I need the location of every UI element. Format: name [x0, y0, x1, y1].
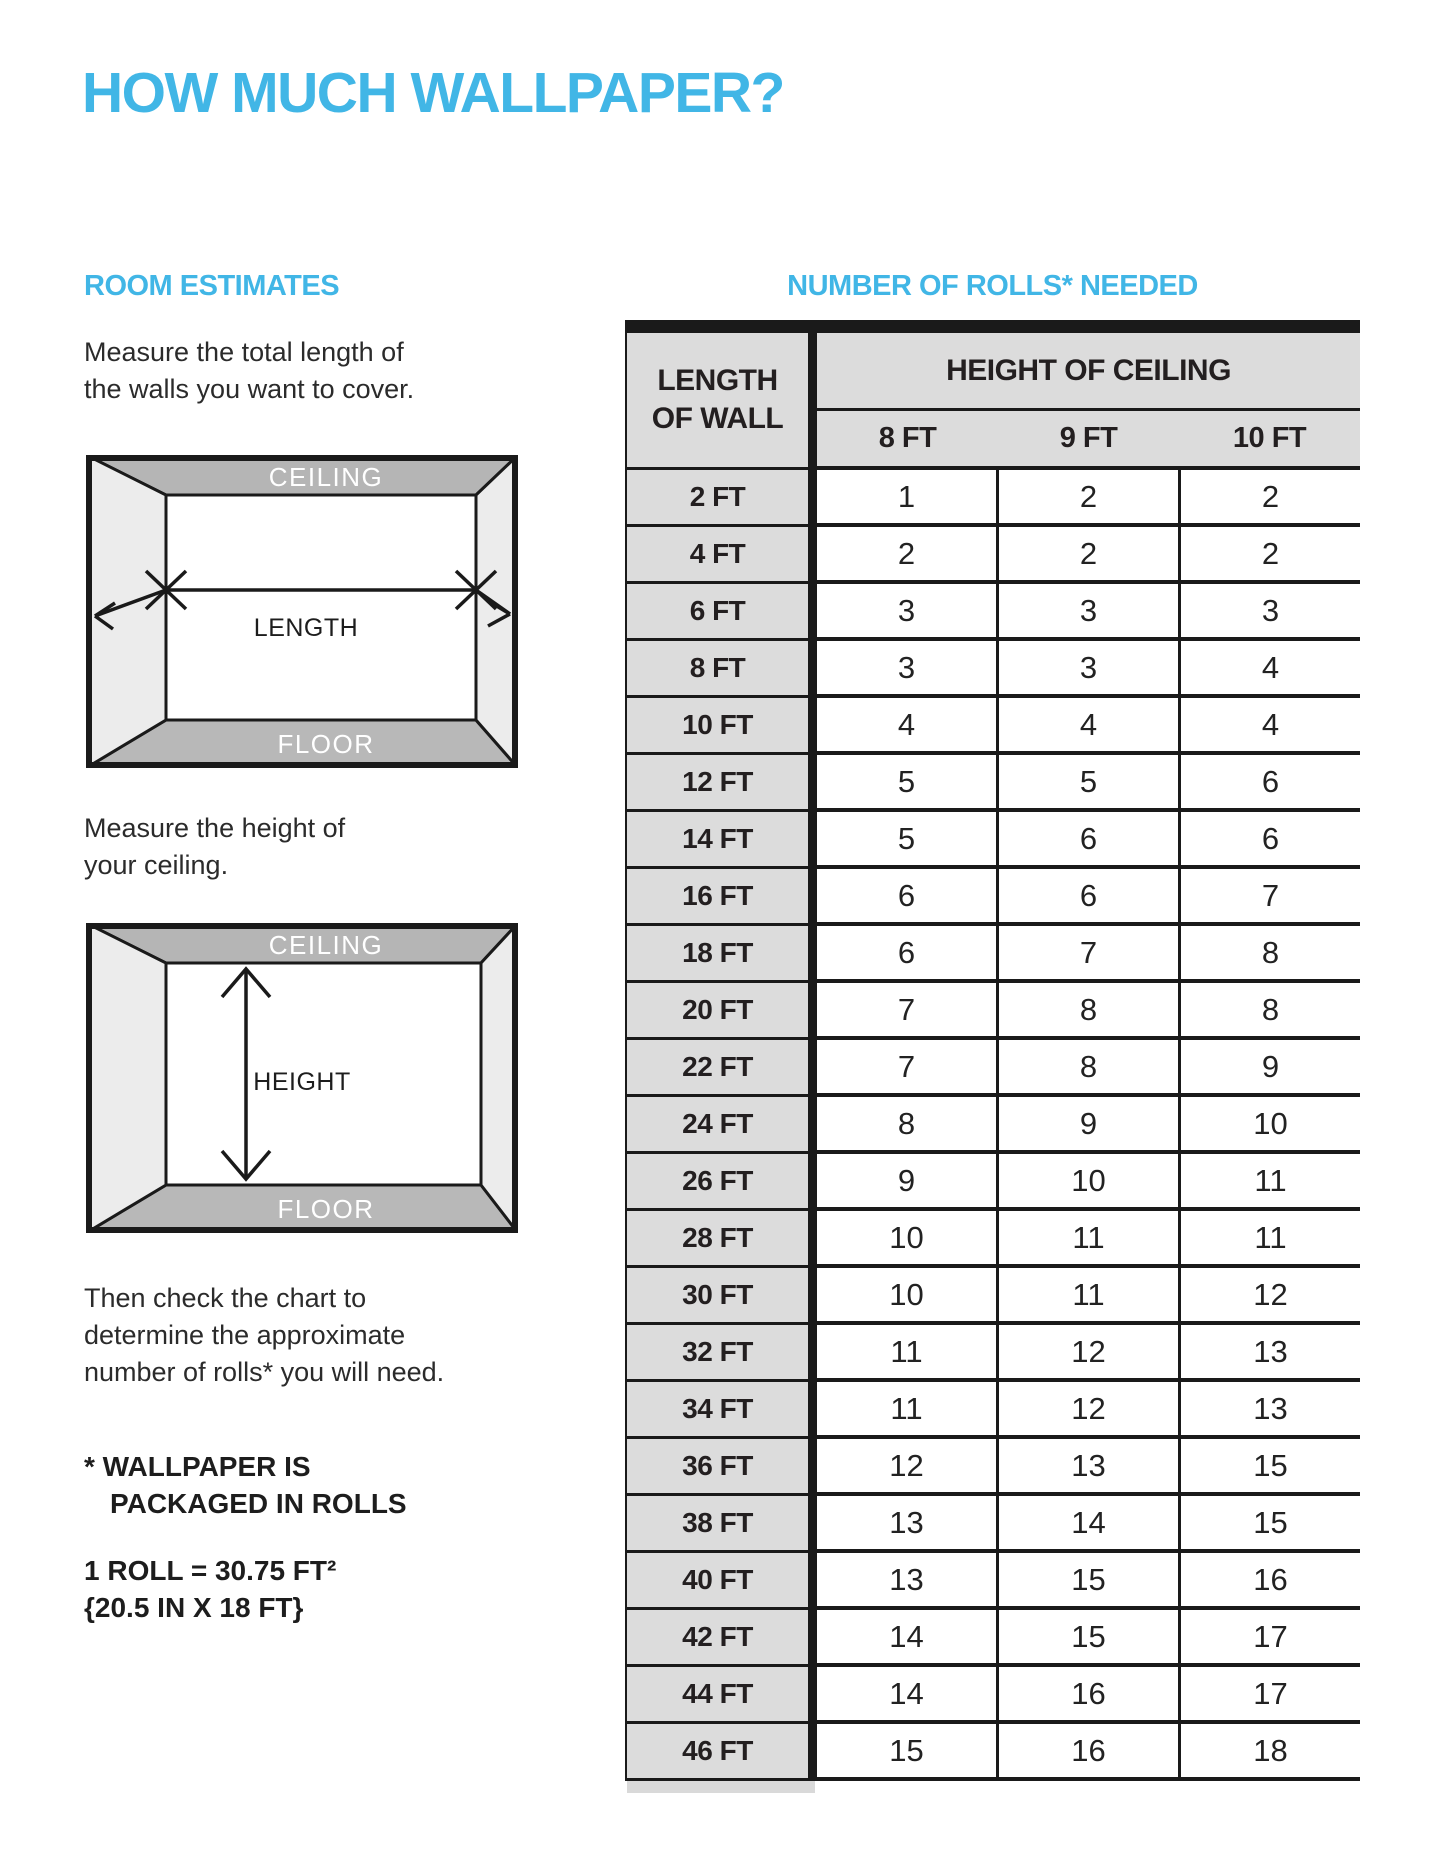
roll-count-cell: 5: [817, 755, 996, 812]
table-row: [625, 527, 1360, 584]
wall-length-label: 46 FT: [625, 1724, 817, 1781]
wall-length-label: 32 FT: [625, 1325, 817, 1382]
roll-count-cell: 11: [1178, 1211, 1360, 1268]
roll-count-cell: 15: [817, 1724, 996, 1781]
roll-count-cell: 6: [817, 926, 996, 983]
roll-count-cell: 16: [996, 1724, 1178, 1781]
roll-count-cell: 14: [817, 1610, 996, 1667]
wall-length-label: 4 FT: [625, 527, 817, 584]
roll-count-cell: 8: [996, 983, 1178, 1040]
roll-count-cell: 13: [1178, 1382, 1360, 1439]
table-bottom-stub: [627, 1781, 815, 1793]
instruction-step-3: [84, 1280, 444, 1391]
room-height-svg: [86, 923, 518, 1233]
table-row: [625, 1268, 1360, 1325]
roll-count-cell: 4: [1178, 641, 1360, 698]
ceiling-height-header: 10 FT: [1232, 422, 1307, 454]
table-row: [625, 1040, 1360, 1097]
table-row: [625, 755, 1360, 812]
roll-count-cell: 9: [1178, 1040, 1360, 1097]
ceiling-label: CEILING: [268, 930, 384, 960]
wall-length-label: 38 FT: [625, 1496, 817, 1553]
rolls-needed-heading: NUMBER OF ROLLS* NEEDED: [787, 270, 1198, 302]
roll-count-cell: 6: [817, 869, 996, 926]
table-row: [625, 1439, 1360, 1496]
wall-length-label: 40 FT: [625, 1553, 817, 1610]
table-row: [625, 1667, 1360, 1724]
roll-count-cell: 10: [1178, 1097, 1360, 1154]
table-row: [625, 1496, 1360, 1553]
wall-length-label: 14 FT: [625, 812, 817, 869]
roll-count-cell: 2: [1178, 527, 1360, 584]
table-row: [625, 869, 1360, 926]
instruction-step-1: [84, 334, 414, 408]
roll-count-cell: 8: [817, 1097, 996, 1154]
table-row: [625, 1154, 1360, 1211]
roll-count-cell: 12: [996, 1325, 1178, 1382]
instruction-line: determine the approximate: [84, 1320, 406, 1350]
floor-label: FLOOR: [277, 729, 375, 759]
wall-length-label: 22 FT: [625, 1040, 817, 1097]
roll-count-cell: 12: [996, 1382, 1178, 1439]
back-wall: [166, 495, 476, 720]
roll-size-line: {20.5 IN X 18 FT}: [84, 1592, 304, 1623]
table-row: [625, 584, 1360, 641]
roll-count-cell: 2: [817, 527, 996, 584]
wall-length-label: 6 FT: [625, 584, 817, 641]
roll-count-cell: 13: [817, 1496, 996, 1553]
wall-length-label: 36 FT: [625, 1439, 817, 1496]
roll-count-cell: 6: [996, 812, 1178, 869]
roll-count-cell: 14: [996, 1496, 1178, 1553]
roll-count-cell: 3: [996, 641, 1178, 698]
wall-length-label: 8 FT: [625, 641, 817, 698]
column-group: [817, 333, 1360, 470]
column-group-header: HEIGHT OF CEILING: [817, 333, 1360, 411]
roll-count-cell: 15: [1178, 1439, 1360, 1496]
roll-count-cell: 8: [1178, 926, 1360, 983]
table-row: [625, 1325, 1360, 1382]
table-row: [625, 1553, 1360, 1610]
roll-count-cell: 4: [817, 698, 996, 755]
roll-count-cell: 14: [817, 1667, 996, 1724]
floor-label: FLOOR: [277, 1194, 375, 1224]
ceiling-height-header-row: [817, 411, 1360, 470]
table-row: [625, 1211, 1360, 1268]
height-label: HEIGHT: [253, 1068, 351, 1096]
table-top-bar: [625, 320, 1360, 333]
instruction-line: your ceiling.: [84, 850, 229, 880]
rolls-needed-table: [625, 320, 1360, 1793]
roll-count-cell: 10: [817, 1211, 996, 1268]
roll-count-cell: 4: [1178, 698, 1360, 755]
rolls-footnote: [84, 1448, 407, 1522]
table-row: [625, 812, 1360, 869]
table-row: [625, 1382, 1360, 1439]
table-row: [625, 926, 1360, 983]
roll-count-cell: 9: [996, 1097, 1178, 1154]
roll-count-cell: 10: [996, 1154, 1178, 1211]
roll-count-cell: 7: [1178, 869, 1360, 926]
ceiling-height-header: 8 FT: [878, 422, 937, 454]
wall-length-label: 24 FT: [625, 1097, 817, 1154]
roll-count-cell: 12: [1178, 1268, 1360, 1325]
roll-count-cell: 7: [817, 983, 996, 1040]
table-row: [625, 470, 1360, 527]
table-row: [625, 983, 1360, 1040]
roll-count-cell: 11: [817, 1382, 996, 1439]
instruction-line: the walls you want to cover.: [84, 374, 415, 404]
roll-count-cell: 13: [1178, 1325, 1360, 1382]
footnote-line: * WALLPAPER IS: [84, 1451, 311, 1482]
roll-count-cell: 6: [1178, 812, 1360, 869]
instruction-line: Measure the height of: [84, 813, 346, 843]
wall-length-label: 30 FT: [625, 1268, 817, 1325]
length-label: LENGTH: [253, 614, 359, 642]
roll-count-cell: 7: [817, 1040, 996, 1097]
ceiling-label: CEILING: [268, 462, 384, 492]
table-row: [625, 1097, 1360, 1154]
roll-count-cell: 6: [996, 869, 1178, 926]
table-body: [625, 470, 1360, 1781]
instruction-line: Measure the total length of: [84, 337, 404, 367]
roll-count-cell: 5: [996, 755, 1178, 812]
wall-length-label: 12 FT: [625, 755, 817, 812]
roll-count-cell: 18: [1178, 1724, 1360, 1781]
roll-count-cell: 13: [817, 1553, 996, 1610]
left-wall: [86, 923, 166, 1233]
roll-size-line: 1 ROLL = 30.75 FT²: [84, 1555, 337, 1586]
roll-count-cell: 11: [817, 1325, 996, 1382]
table-row: [625, 698, 1360, 755]
roll-count-cell: 4: [996, 698, 1178, 755]
roll-size-note: [84, 1552, 336, 1626]
left-wall: [86, 455, 166, 768]
table-header: [625, 333, 1360, 470]
wall-length-label: 10 FT: [625, 698, 817, 755]
ceiling-height-header: 9 FT: [1059, 422, 1118, 454]
room-estimates-heading: ROOM ESTIMATES: [84, 270, 340, 302]
wall-length-label: 34 FT: [625, 1382, 817, 1439]
room-height-diagram: [86, 923, 518, 1238]
roll-count-cell: 15: [996, 1553, 1178, 1610]
roll-count-cell: 1: [817, 470, 996, 527]
roll-count-cell: 10: [817, 1268, 996, 1325]
roll-count-cell: 3: [996, 584, 1178, 641]
roll-count-cell: 15: [1178, 1496, 1360, 1553]
room-length-svg: [86, 455, 518, 768]
wall-length-label: 28 FT: [625, 1211, 817, 1268]
roll-count-cell: 5: [817, 812, 996, 869]
roll-count-cell: 2: [996, 470, 1178, 527]
instruction-step-2: [84, 810, 345, 884]
roll-count-cell: 3: [817, 584, 996, 641]
roll-count-cell: 8: [1178, 983, 1360, 1040]
roll-count-cell: 13: [996, 1439, 1178, 1496]
roll-count-cell: 7: [996, 926, 1178, 983]
table-row: [625, 1610, 1360, 1667]
page-title: HOW MUCH WALLPAPER?: [82, 61, 784, 125]
roll-count-cell: 17: [1178, 1667, 1360, 1724]
roll-count-cell: 16: [1178, 1553, 1360, 1610]
row-group-header-line: LENGTH: [657, 364, 778, 397]
wall-length-label: 26 FT: [625, 1154, 817, 1211]
roll-count-cell: 8: [996, 1040, 1178, 1097]
roll-count-cell: 3: [1178, 584, 1360, 641]
roll-count-cell: 6: [1178, 755, 1360, 812]
roll-count-cell: 12: [817, 1439, 996, 1496]
instruction-line: Then check the chart to: [84, 1283, 367, 1313]
room-length-diagram: [86, 455, 518, 773]
roll-count-cell: 11: [996, 1211, 1178, 1268]
wall-length-label: 2 FT: [625, 470, 817, 527]
row-group-header-line: OF WALL: [651, 402, 784, 435]
wall-length-label: 42 FT: [625, 1610, 817, 1667]
wall-length-label: 20 FT: [625, 983, 817, 1040]
footnote-line: PACKAGED IN ROLLS: [110, 1488, 407, 1519]
roll-count-cell: 15: [996, 1610, 1178, 1667]
wall-length-label: 16 FT: [625, 869, 817, 926]
roll-count-cell: 2: [996, 527, 1178, 584]
roll-count-cell: 2: [1178, 470, 1360, 527]
roll-count-cell: 11: [996, 1268, 1178, 1325]
roll-count-cell: 16: [996, 1667, 1178, 1724]
table-row: [625, 641, 1360, 698]
roll-count-cell: 11: [1178, 1154, 1360, 1211]
instruction-line: number of rolls* you will need.: [84, 1357, 445, 1387]
roll-count-cell: 3: [817, 641, 996, 698]
table-row: [625, 1724, 1360, 1781]
wall-length-label: 18 FT: [625, 926, 817, 983]
roll-count-cell: 17: [1178, 1610, 1360, 1667]
wall-length-label: 44 FT: [625, 1667, 817, 1724]
right-wall: [476, 455, 518, 768]
row-group-header: [625, 333, 817, 470]
roll-count-cell: 9: [817, 1154, 996, 1211]
